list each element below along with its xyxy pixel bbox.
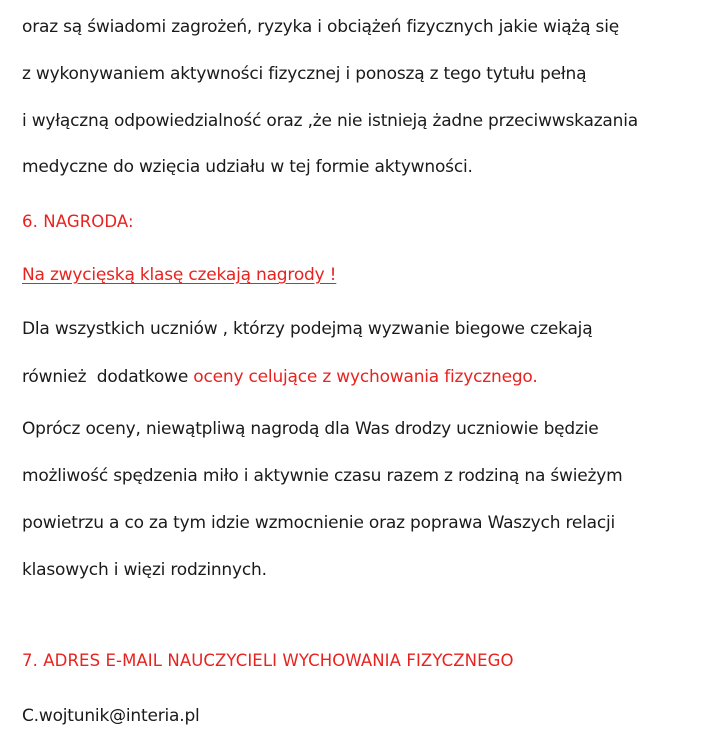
email-address[interactable]: C.wojtunik@interia.pl [22,706,200,726]
grade-highlight: oceny celujące z wychowania fizycznego. [193,367,538,387]
paragraph-text: również dodatkowe [22,367,194,387]
section-7-heading: 7. ADRES E-MAIL NAUCZYCIELI WYCHOWANIA FIZYCZNEGO [22,651,514,670]
paragraph-line: z wykonywaniem aktywności fizycznej i ponoszą z tego tytułu pełną [22,64,587,84]
paragraph-line: powietrzu a co za tym idzie wzmocnienie oraz poprawa Waszych relacji [22,513,616,533]
paragraph-line: możliwość spędzenia miło i aktywnie czasu razem z rodziną na świeżym [22,466,623,486]
section-6-subheading: Na zwycięską klasę czekają nagrody ! [22,265,337,285]
paragraph-line: medyczne do wzięcia udziału w tej formie aktywności. [22,157,473,177]
paragraph-line: i wyłączną odpowiedzialność oraz ,że nie istnieją żadne przeciwwskazania [22,111,638,131]
paragraph-line: Oprócz oceny, niewątpliwą nagrodą dla Was drodzy uczniowie będzie [22,419,599,439]
section-6-heading: 6. NAGRODA: [22,212,134,231]
paragraph-line: oraz są świadomi zagrożeń, ryzyka i obciążeń fizycznych jakie wiążą się [22,17,619,37]
paragraph-line [22,367,538,387]
paragraph-line: klasowych i więzi rodzinnych. [22,560,267,580]
paragraph-line: Dla wszystkich uczniów , którzy podejmą wyzwanie biegowe czekają [22,319,593,339]
